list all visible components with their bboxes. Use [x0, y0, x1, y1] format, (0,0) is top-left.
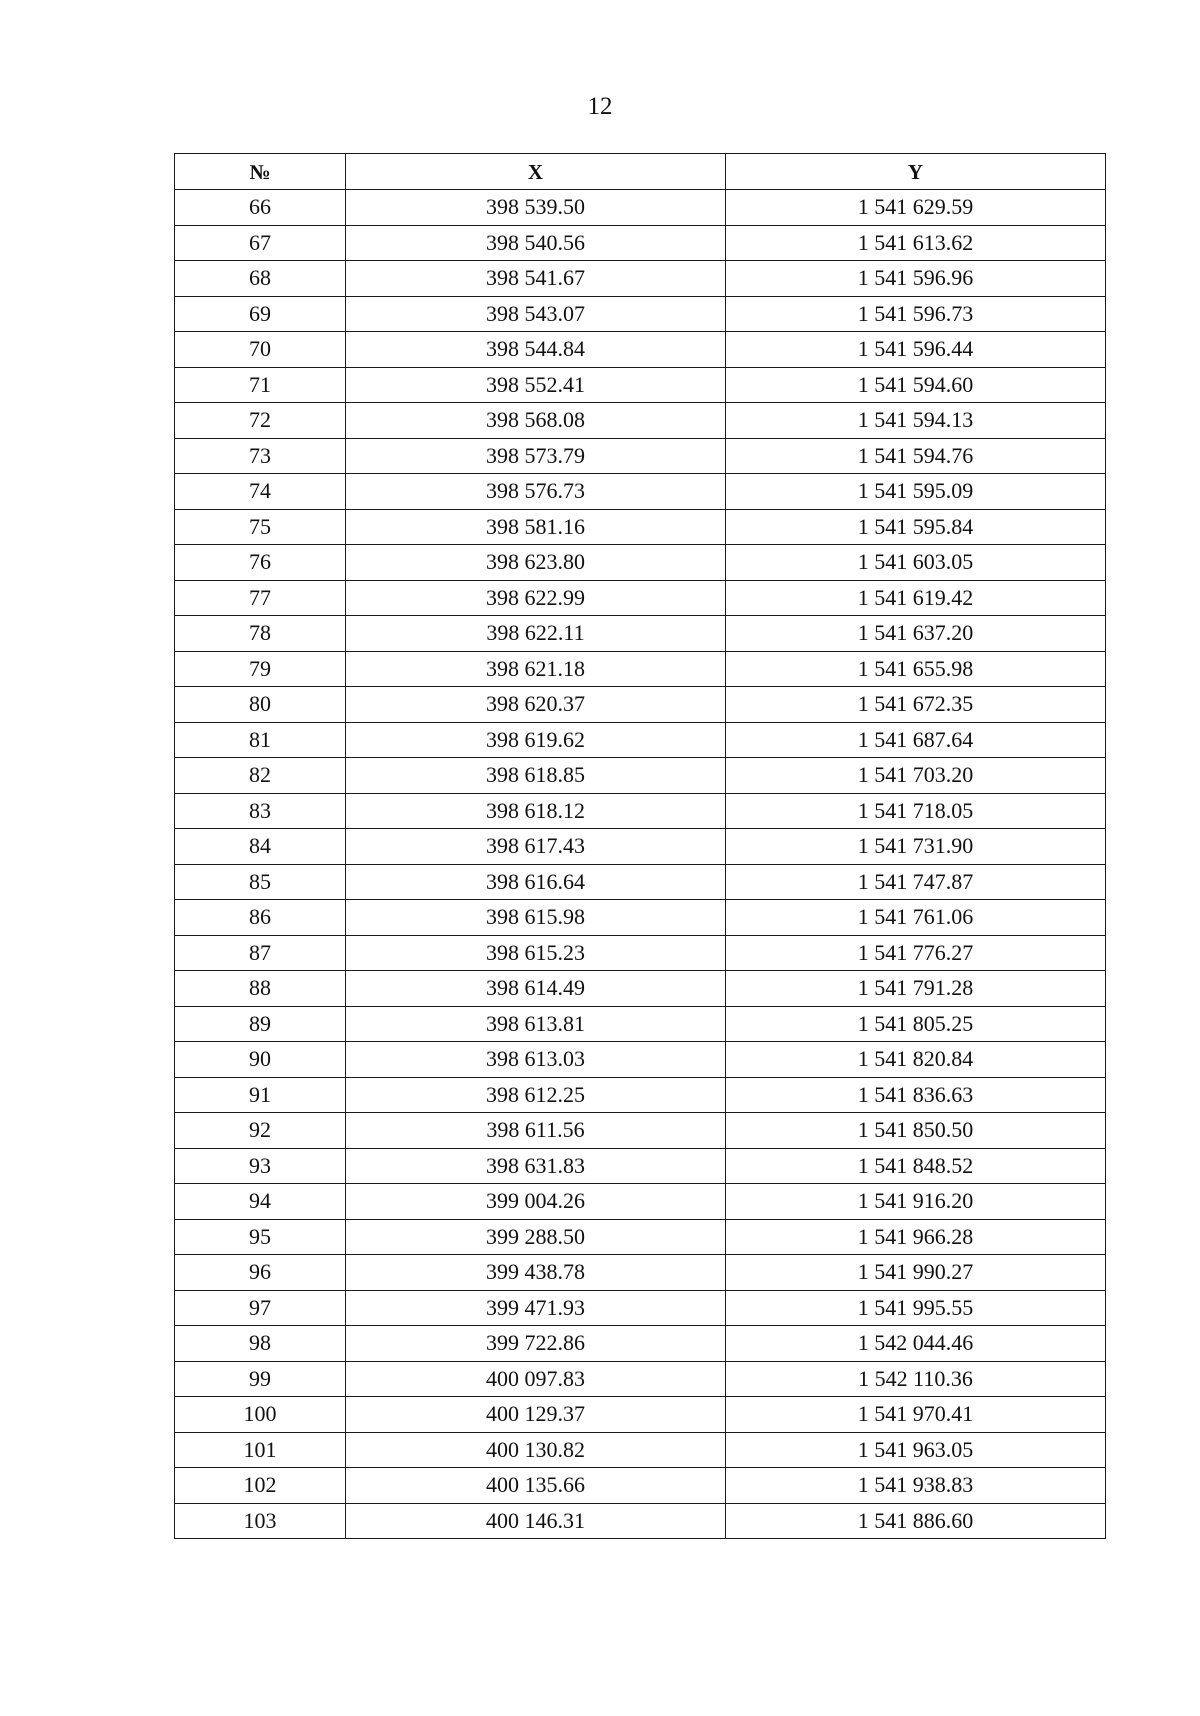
cell-number: 71: [175, 367, 346, 403]
cell-y: 1 541 963.05: [726, 1432, 1106, 1468]
cell-y: 1 542 110.36: [726, 1361, 1106, 1397]
cell-x: 398 540.56: [346, 225, 726, 261]
cell-y: 1 541 761.06: [726, 900, 1106, 936]
table-row: [175, 1468, 1106, 1504]
cell-x: 398 581.16: [346, 509, 726, 545]
cell-number: 91: [175, 1077, 346, 1113]
cell-x: 398 618.85: [346, 758, 726, 794]
cell-number: 80: [175, 687, 346, 723]
cell-x: 399 288.50: [346, 1219, 726, 1255]
cell-y: 1 541 966.28: [726, 1219, 1106, 1255]
cell-y: 1 541 916.20: [726, 1184, 1106, 1220]
cell-y: 1 541 596.96: [726, 261, 1106, 297]
table-row: [175, 1077, 1106, 1113]
page-number: 12: [587, 93, 613, 120]
cell-number: 69: [175, 296, 346, 332]
table-row: [175, 1219, 1106, 1255]
cell-x: 399 722.86: [346, 1326, 726, 1362]
cell-x: 399 471.93: [346, 1290, 726, 1326]
table-row: [175, 864, 1106, 900]
cell-y: 1 541 619.42: [726, 580, 1106, 616]
cell-x: 398 615.98: [346, 900, 726, 936]
cell-number: 103: [175, 1503, 346, 1539]
cell-y: 1 541 596.44: [726, 332, 1106, 368]
cell-x: 398 539.50: [346, 190, 726, 226]
cell-y: 1 541 603.05: [726, 545, 1106, 581]
table-row: [175, 1361, 1106, 1397]
cell-x: 398 613.03: [346, 1042, 726, 1078]
table-row: [175, 758, 1106, 794]
cell-x: 398 622.11: [346, 616, 726, 652]
cell-number: 79: [175, 651, 346, 687]
cell-number: 100: [175, 1397, 346, 1433]
cell-y: 1 541 687.64: [726, 722, 1106, 758]
cell-x: 399 438.78: [346, 1255, 726, 1291]
cell-y: 1 541 594.60: [726, 367, 1106, 403]
cell-number: 90: [175, 1042, 346, 1078]
cell-y: 1 541 836.63: [726, 1077, 1106, 1113]
cell-number: 72: [175, 403, 346, 439]
cell-x: 398 613.81: [346, 1006, 726, 1042]
cell-x: 398 614.49: [346, 971, 726, 1007]
cell-x: 398 612.25: [346, 1077, 726, 1113]
table-row: [175, 1006, 1106, 1042]
cell-y: 1 541 820.84: [726, 1042, 1106, 1078]
cell-number: 94: [175, 1184, 346, 1220]
table-row: [175, 935, 1106, 971]
cell-x: 399 004.26: [346, 1184, 726, 1220]
cell-y: 1 541 629.59: [726, 190, 1106, 226]
cell-x: 398 568.08: [346, 403, 726, 439]
table-row: [175, 474, 1106, 510]
cell-number: 85: [175, 864, 346, 900]
cell-number: 77: [175, 580, 346, 616]
table-row: [175, 438, 1106, 474]
cell-y: 1 541 970.41: [726, 1397, 1106, 1433]
cell-x: 398 541.67: [346, 261, 726, 297]
cell-number: 99: [175, 1361, 346, 1397]
cell-number: 83: [175, 793, 346, 829]
cell-x: 398 622.99: [346, 580, 726, 616]
cell-number: 73: [175, 438, 346, 474]
cell-number: 102: [175, 1468, 346, 1504]
cell-x: 398 543.07: [346, 296, 726, 332]
cell-y: 1 541 637.20: [726, 616, 1106, 652]
table-row: [175, 403, 1106, 439]
table-row: [175, 1326, 1106, 1362]
cell-x: 400 146.31: [346, 1503, 726, 1539]
cell-x: 398 611.56: [346, 1113, 726, 1149]
cell-y: 1 541 938.83: [726, 1468, 1106, 1504]
cell-y: 1 541 776.27: [726, 935, 1106, 971]
cell-number: 74: [175, 474, 346, 510]
cell-y: 1 541 718.05: [726, 793, 1106, 829]
cell-x: 398 573.79: [346, 438, 726, 474]
cell-y: 1 541 990.27: [726, 1255, 1106, 1291]
cell-x: 398 616.64: [346, 864, 726, 900]
cell-number: 70: [175, 332, 346, 368]
table-row: [175, 722, 1106, 758]
cell-number: 86: [175, 900, 346, 936]
table-row: [175, 509, 1106, 545]
cell-x: 398 619.62: [346, 722, 726, 758]
table-row: [175, 1397, 1106, 1433]
cell-x: 400 129.37: [346, 1397, 726, 1433]
cell-x: 400 135.66: [346, 1468, 726, 1504]
cell-y: 1 541 672.35: [726, 687, 1106, 723]
coordinates-table: [174, 153, 1106, 1539]
cell-y: 1 541 655.98: [726, 651, 1106, 687]
table-row: [175, 580, 1106, 616]
cell-number: 82: [175, 758, 346, 794]
table-body: [175, 190, 1106, 1539]
cell-number: 97: [175, 1290, 346, 1326]
cell-number: 75: [175, 509, 346, 545]
cell-number: 78: [175, 616, 346, 652]
table-row: [175, 971, 1106, 1007]
cell-x: 398 544.84: [346, 332, 726, 368]
cell-number: 88: [175, 971, 346, 1007]
cell-y: 1 541 613.62: [726, 225, 1106, 261]
table-row: [175, 1113, 1106, 1149]
table-row: [175, 190, 1106, 226]
cell-number: 81: [175, 722, 346, 758]
cell-number: 76: [175, 545, 346, 581]
cell-y: 1 541 594.13: [726, 403, 1106, 439]
cell-number: 98: [175, 1326, 346, 1362]
header-number: №: [175, 154, 346, 190]
cell-x: 400 130.82: [346, 1432, 726, 1468]
cell-number: 95: [175, 1219, 346, 1255]
table-row: [175, 296, 1106, 332]
cell-x: 398 617.43: [346, 829, 726, 865]
cell-y: 1 541 595.84: [726, 509, 1106, 545]
table-row: [175, 1503, 1106, 1539]
table-row: [175, 261, 1106, 297]
cell-y: 1 541 747.87: [726, 864, 1106, 900]
table-row: [175, 225, 1106, 261]
cell-number: 96: [175, 1255, 346, 1291]
cell-number: 89: [175, 1006, 346, 1042]
cell-y: 1 541 850.50: [726, 1113, 1106, 1149]
table-row: [175, 1255, 1106, 1291]
cell-number: 66: [175, 190, 346, 226]
cell-number: 101: [175, 1432, 346, 1468]
cell-y: 1 541 731.90: [726, 829, 1106, 865]
cell-y: 1 541 886.60: [726, 1503, 1106, 1539]
cell-y: 1 541 805.25: [726, 1006, 1106, 1042]
table-row: [175, 1184, 1106, 1220]
cell-number: 87: [175, 935, 346, 971]
cell-x: 398 621.18: [346, 651, 726, 687]
cell-x: 398 615.23: [346, 935, 726, 971]
table-row: [175, 1148, 1106, 1184]
cell-number: 84: [175, 829, 346, 865]
table-row: [175, 829, 1106, 865]
header-x: X: [346, 154, 726, 190]
cell-y: 1 542 044.46: [726, 1326, 1106, 1362]
cell-x: 400 097.83: [346, 1361, 726, 1397]
cell-number: 93: [175, 1148, 346, 1184]
table-row: [175, 616, 1106, 652]
table-row: [175, 900, 1106, 936]
table-row: [175, 651, 1106, 687]
table-row: [175, 367, 1106, 403]
cell-y: 1 541 703.20: [726, 758, 1106, 794]
cell-number: 92: [175, 1113, 346, 1149]
cell-x: 398 623.80: [346, 545, 726, 581]
cell-y: 1 541 995.55: [726, 1290, 1106, 1326]
table-row: [175, 1432, 1106, 1468]
table-row: [175, 332, 1106, 368]
cell-y: 1 541 595.09: [726, 474, 1106, 510]
table-row: [175, 1290, 1106, 1326]
cell-x: 398 631.83: [346, 1148, 726, 1184]
cell-y: 1 541 848.52: [726, 1148, 1106, 1184]
cell-number: 68: [175, 261, 346, 297]
table-header-row: [175, 154, 1106, 190]
cell-x: 398 576.73: [346, 474, 726, 510]
table-row: [175, 687, 1106, 723]
cell-x: 398 620.37: [346, 687, 726, 723]
cell-x: 398 552.41: [346, 367, 726, 403]
cell-y: 1 541 791.28: [726, 971, 1106, 1007]
table-row: [175, 793, 1106, 829]
cell-y: 1 541 596.73: [726, 296, 1106, 332]
cell-number: 67: [175, 225, 346, 261]
cell-y: 1 541 594.76: [726, 438, 1106, 474]
table-row: [175, 1042, 1106, 1078]
cell-x: 398 618.12: [346, 793, 726, 829]
header-y: Y: [726, 154, 1106, 190]
table-row: [175, 545, 1106, 581]
